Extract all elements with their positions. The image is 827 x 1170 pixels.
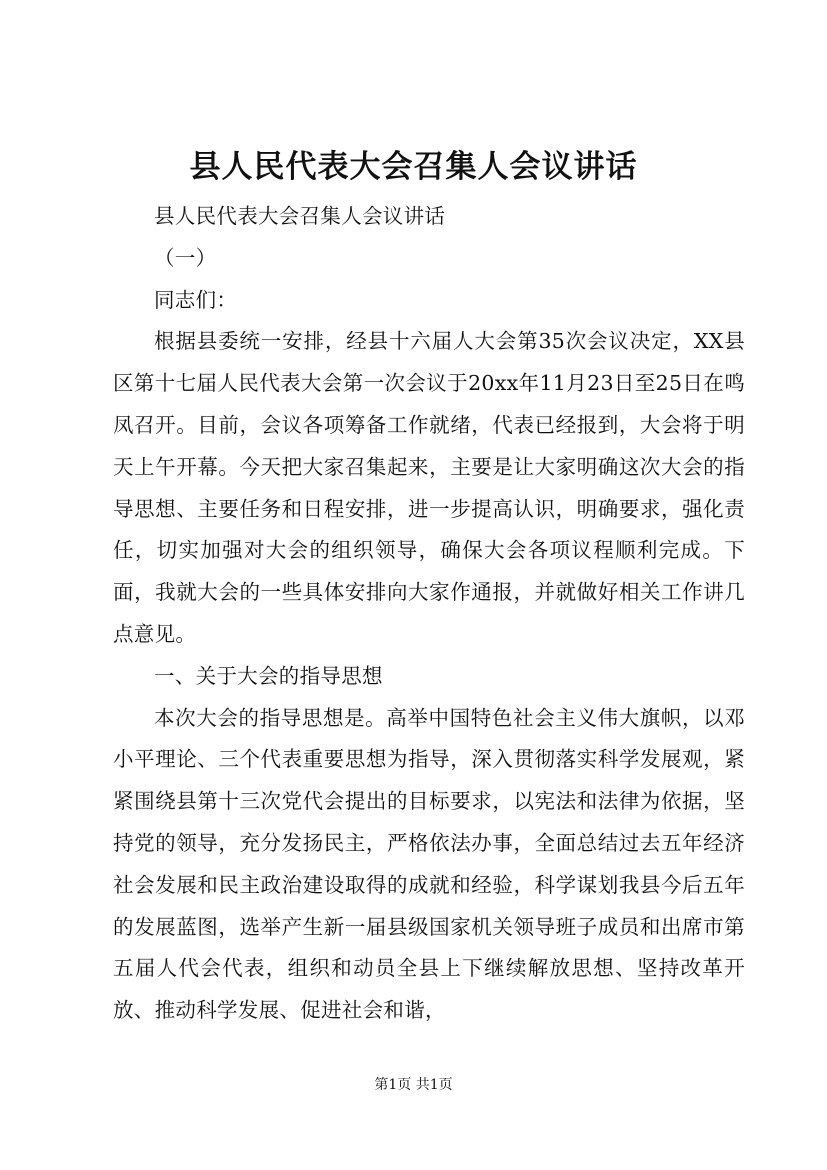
section-heading: 一、关于大会的指导思想 xyxy=(154,663,383,688)
document-title: 县人民代表大会召集人会议讲话 xyxy=(189,149,638,185)
salutation: 同志们： xyxy=(154,287,238,312)
document-body xyxy=(113,196,745,1032)
body-paragraph: 根据县委统一安排，经县十六届人大会第35次会议决定，XX县区第十七届人民代表大会第一次会议于20xx年11月23日至25日在鸣凤召开。目前，会议各项筹备工作就绪，代表已经报到，大会将于明天上午开幕。今天把大家召集起来，主要是让大家明确这次大会的指导思想、主要任务和日程安排，进一步提高认识，明确要求，强化责任，切实加强对大会的组织领导，确保大会各项议程顺利完成。下面，我就大会的一些具体安排向大家作通报，并就做好相关工作讲几点意见。 xyxy=(113,329,745,646)
page-footer: 第1页 共1页 xyxy=(374,1077,453,1093)
body-paragraph: 本次大会的指导思想是。高举中国特色社会主义伟大旗帜，以邓小平理论、三个代表重要思想为指导，深入贯彻落实科学发展观，紧紧围绕县第十三次党代会提出的目标要求，以宪法和法律为依据，坚持党的领导，充分发扬民主，严格依法办事，全面总结过去五年经济社会发展和民主政治建设取得的成就和经验，科学谋划我县今后五年的发展蓝图，选举产生新一届县级国家机关领导班子成员和出席市第五届人代会代表，组织和动员全县上下继续解放思想、坚持改革开放、推动科学发展、促进社会和谐， xyxy=(113,705,745,1023)
section-number: （一） xyxy=(154,245,217,270)
subtitle-paragraph: 县人民代表大会召集人会议讲话 xyxy=(154,204,446,228)
